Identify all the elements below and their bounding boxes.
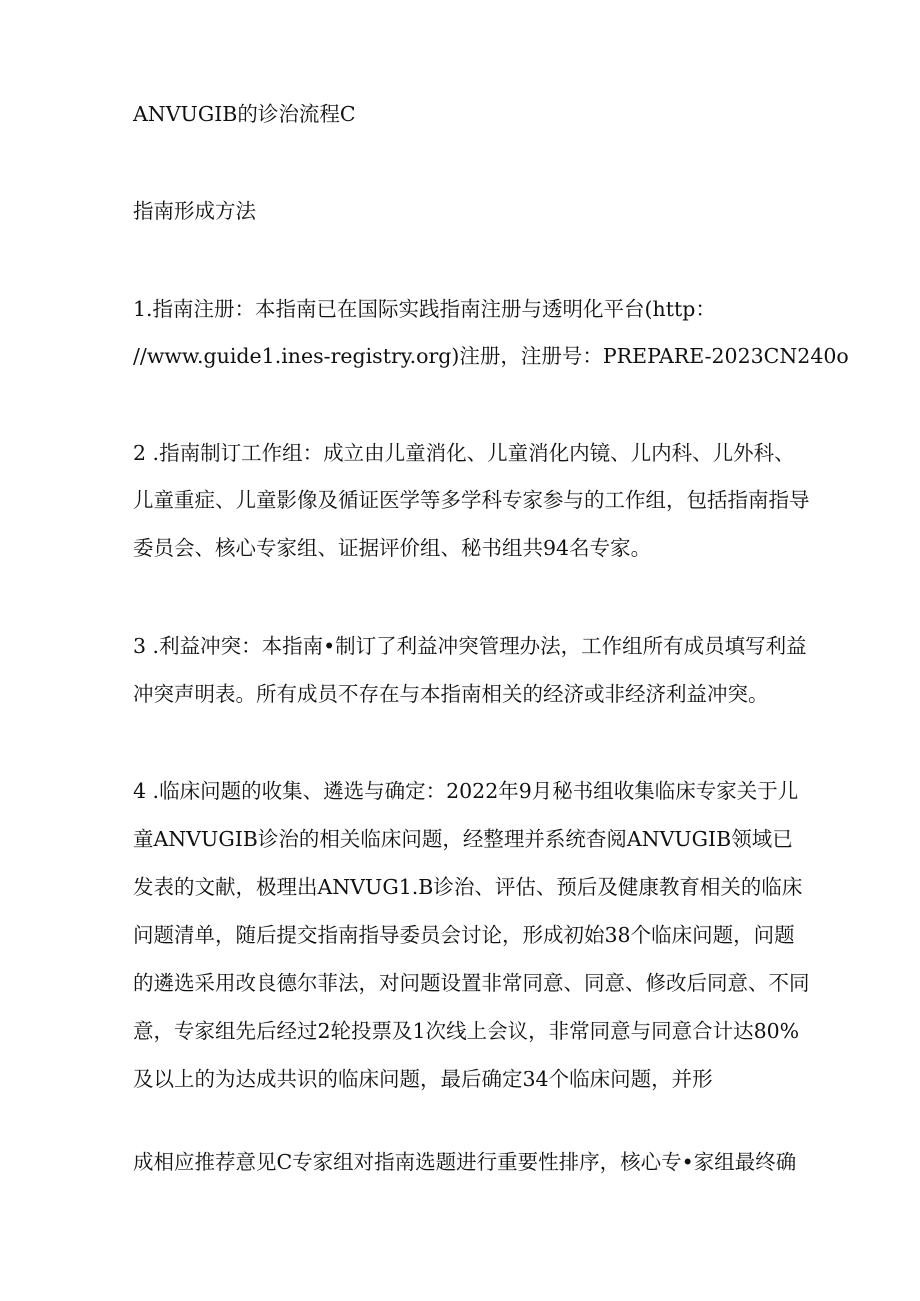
paragraph-line: 4 .临床问题的收集、遴选与确定：2022年9月秘书组收集临床专家关于儿 xyxy=(133,779,799,803)
paragraph-line: 童ANVUGIB诊治的相关临床问题，经整理并系统杳阅ANVUGIB领域已 xyxy=(133,827,793,851)
paragraph-line: 发表的文献，极理出ANVUG1.B诊治、评估、预后及健康教育相关的临床 xyxy=(133,875,803,899)
section-heading: 指南形成方法 xyxy=(133,199,256,223)
paragraph-line: 儿童重症、儿童影像及循证医学等多学科专家参与的工作组，包括指南指导 xyxy=(133,488,810,512)
paragraph-line: 问题清单，随后提交指南指导委员会讨论，形成初始38个临床问题，问题 xyxy=(133,923,795,947)
paragraph-line: 成相应推荐意见C专家组对指南选题进行重要性排序，核心专•家组最终确 xyxy=(133,1150,797,1174)
paragraph-line: 冲突声明表。所有成员不存在与本指南相关的经济或非经济利益冲突。 xyxy=(133,682,769,706)
paragraph-line: 意，专家组先后经过2轮投票及1次线上会议，非常同意与同意合计达80% xyxy=(133,1019,800,1043)
document-title: ANVUGIB的诊治流程C xyxy=(133,102,356,126)
paragraph-line: 的遴选采用改良德尔菲法，对问题设置非常同意、同意、修改后同意、不同 xyxy=(133,971,810,995)
paragraph-line: 2 .指南制订工作组：成立由儿童消化、儿童消化内镜、儿内科、儿外科、 xyxy=(133,441,795,465)
paragraph-line: 3 .利益冲突：本指南•制订了利益冲突管理办法，工作组所有成员填写利益 xyxy=(133,634,807,658)
paragraph-line: 及以上的为达成共识的临床问题，最后确定34个临床问题，并形 xyxy=(133,1067,713,1091)
paragraph-line: //www.guide1.ines-registry.org)注册，注册号：PREPARE-2023CN240o xyxy=(133,344,849,368)
paragraph-line: 委员会、核心专家组、证据评价组、秘书组共94名专家。 xyxy=(133,536,652,560)
paragraph-line: 1.指南注册：本指南已在国际实践指南注册与透明化平台(http： xyxy=(133,297,716,321)
